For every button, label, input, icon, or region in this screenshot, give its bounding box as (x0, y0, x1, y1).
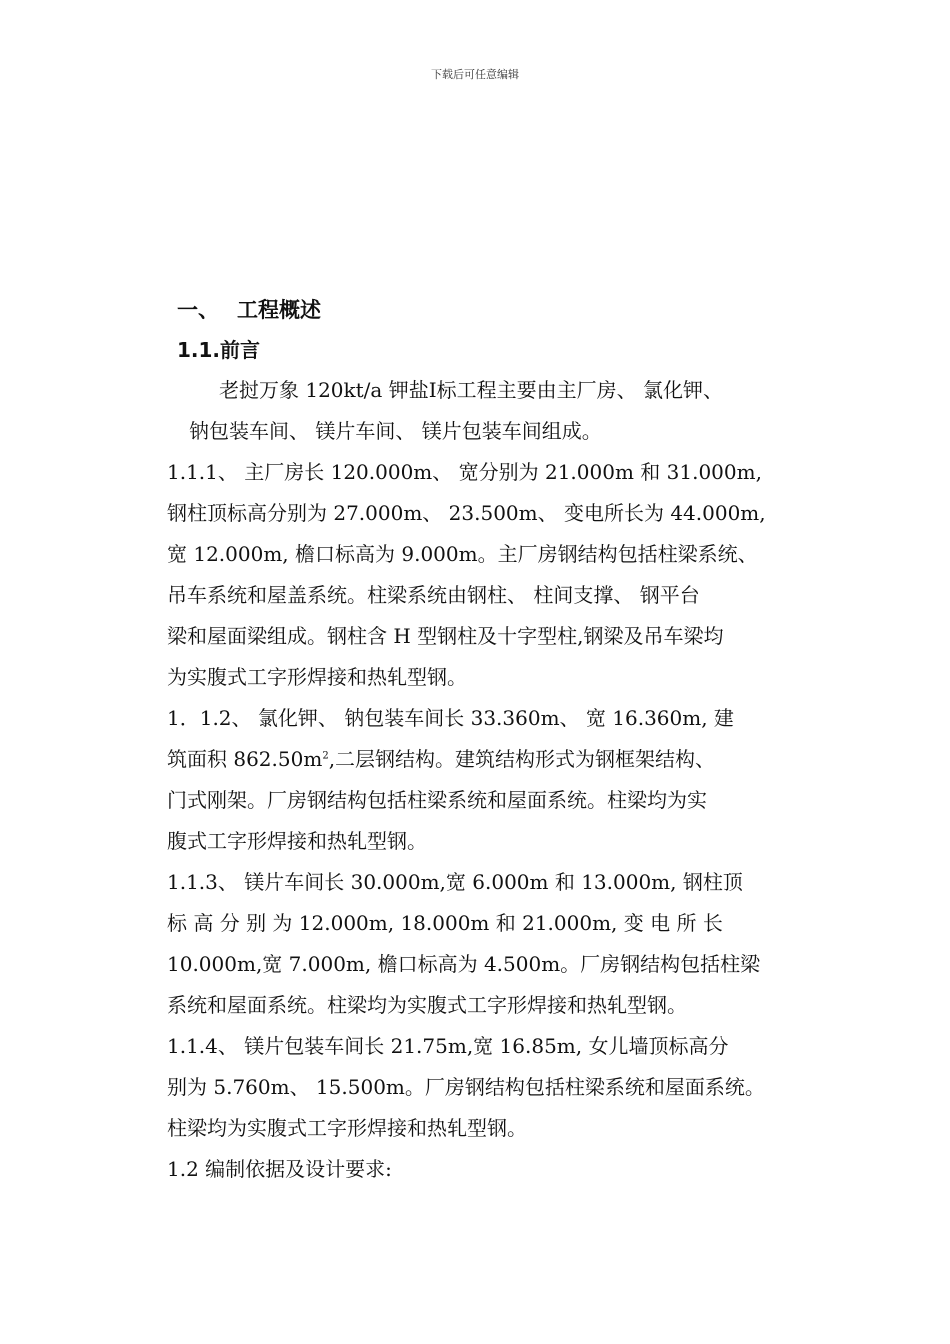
paragraph-line: 系统和屋面系统。柱梁均为实腹式工字形焊接和热轧型钢。 (167, 993, 687, 1017)
page-header-note: 下载后可任意编辑 (431, 68, 519, 81)
section-number: 一、 (177, 298, 219, 322)
subsection-heading-basis: 1.2 编制依据及设计要求: (167, 1157, 392, 1181)
paragraph-line: 梁和屋面梁组成。钢柱含 H 型钢柱及十字型柱,钢梁及吊车梁均 (167, 624, 724, 648)
paragraph-line: 宽 12.000m, 檐口标高为 9.000m。主厂房钢结构包括柱梁系统、 (167, 542, 758, 566)
paragraph-line: 老挝万象 120kt/a 钾盐Ⅰ标工程主要由主厂房、 氯化钾、 (219, 378, 723, 402)
paragraph-line: 柱梁均为实腹式工字形焊接和热轧型钢。 (167, 1116, 527, 1140)
paragraph-line: 门式刚架。厂房钢结构包括柱梁系统和屋面系统。柱梁均为实 (167, 788, 707, 812)
section-title: 工程概述 (237, 298, 321, 322)
paragraph-line: 钢柱顶标高分别为 27.000m、 23.500m、 变电所长为 44.000m, (167, 501, 766, 525)
line-text: 筑面积 862.50m (167, 747, 323, 771)
subsection-heading-preface: 1.1.前言 (177, 338, 261, 362)
paragraph-line: 腹式工字形焊接和热轧型钢。 (167, 829, 427, 853)
paragraph-line: 1.1.3、 镁片车间长 30.000m,宽 6.000m 和 13.000m, 钢柱顶 (167, 870, 743, 894)
paragraph-line: 1.1.1、 主厂房长 120.000m、 宽分别为 21.000m 和 31.000m, (167, 460, 762, 484)
paragraph-line: 为实腹式工字形焊接和热轧型钢。 (167, 665, 467, 689)
section-heading (177, 290, 827, 330)
document-body (167, 290, 827, 1190)
paragraph-line (167, 739, 827, 780)
superscript: 2 (322, 750, 329, 762)
paragraph-line: 1.1.4、 镁片包装车间长 21.75m,宽 16.85m, 女儿墙顶标高分 (167, 1034, 729, 1058)
paragraph-line: 别为 5.760m、 15.500m。厂房钢结构包括柱梁系统和屋面系统。 (167, 1075, 765, 1099)
paragraph-line: 1．1.2、 氯化钾、 钠包装车间长 33.360m、 宽 16.360m, 建 (167, 706, 734, 730)
line-text: ,二层钢结构。建筑结构形式为钢框架结构、 (328, 747, 716, 771)
paragraph-line: 10.000m,宽 7.000m, 檐口标高为 4.500m。厂房钢结构包括柱梁 (167, 952, 761, 976)
paragraph-line: 钠包装车间、 镁片车间、 镁片包装车间组成。 (189, 419, 602, 443)
paragraph-line: 吊车系统和屋盖系统。柱梁系统由钢柱、 柱间支撑、 钢平台 (167, 583, 700, 607)
paragraph-line: 标 高 分 别 为 12.000m, 18.000m 和 21.000m, 变 电 所 长 (167, 911, 723, 935)
